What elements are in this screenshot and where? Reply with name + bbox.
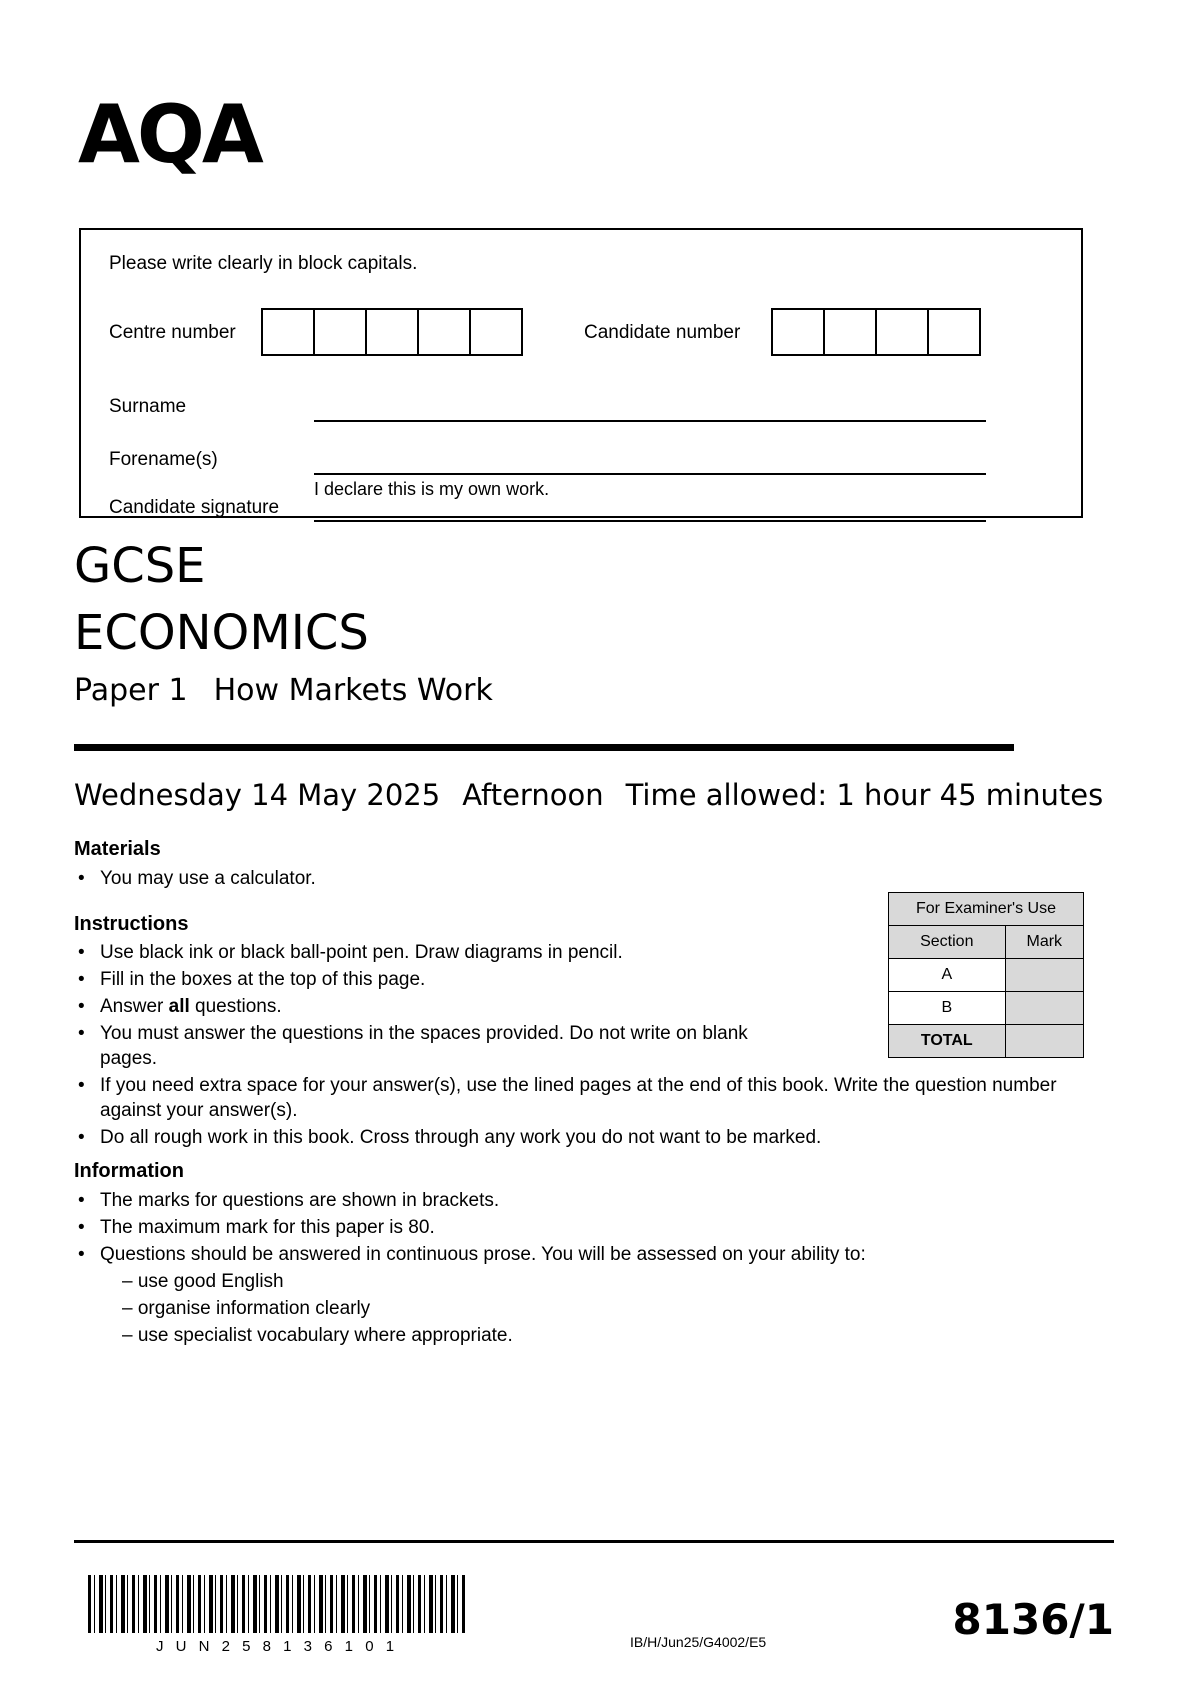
candidate-details-box [79, 228, 1083, 518]
section-b-label: B [889, 992, 1006, 1025]
list-item: • Use black ink or black ball-point pen. Draw diagrams in pencil. [100, 940, 1060, 965]
list-item: • You may use a calculator. [100, 866, 860, 891]
forenames-field[interactable] [314, 473, 986, 475]
block-capitals-instruction: Please write clearly in block capitals. [109, 253, 418, 274]
list-item: • If you need extra space for your answer(s), use the lined pages at the end of this book. Write the question number against your answer(s). [100, 1073, 1060, 1123]
table-row [889, 893, 1084, 926]
footer-divider [74, 1540, 1114, 1543]
column-header-mark: Mark [1005, 926, 1083, 959]
subject-title: ECONOMICS [74, 605, 369, 661]
declaration-text: I declare this is my own work. [314, 479, 550, 499]
barcode-image [88, 1575, 466, 1633]
materials-heading: Materials [74, 838, 161, 860]
exam-datetime-line [74, 778, 1103, 812]
list-item: • You must answer the questions in the spaces provided. Do not write on blank pages. [100, 1021, 790, 1071]
centre-number-input[interactable] [261, 308, 521, 356]
candidate-number-cell[interactable] [875, 308, 929, 356]
examiner-use-table [888, 892, 1084, 1058]
section-a-mark[interactable] [1005, 959, 1083, 992]
column-header-section: Section [889, 926, 1006, 959]
candidate-number-cell[interactable] [771, 308, 825, 356]
total-label: TOTAL [889, 1025, 1006, 1058]
ib-reference-code: IB/H/Jun25/G4002/E5 [630, 1634, 767, 1650]
surname-label: Surname [109, 396, 187, 417]
exam-session: Afternoon [462, 778, 604, 812]
aqa-logo: AQA [78, 88, 261, 181]
candidate-signature-label: Candidate signature [109, 497, 280, 518]
information-heading: Information [74, 1160, 184, 1182]
barcode-text: J U N 2 5 8 1 3 6 1 0 1 [155, 1638, 399, 1655]
centre-number-cell[interactable] [313, 308, 367, 356]
total-mark[interactable] [1005, 1025, 1083, 1058]
exam-date: Wednesday 14 May 2025 [74, 778, 441, 812]
instructions-heading: Instructions [74, 913, 189, 935]
section-a-label: A [889, 959, 1006, 992]
time-allowed: Time allowed: 1 hour 45 minutes [625, 778, 1104, 812]
materials-list [74, 866, 860, 893]
centre-number-cell[interactable] [365, 308, 419, 356]
paper-code: 8136/1 [952, 1595, 1114, 1644]
list-item: • The maximum mark for this paper is 80. [100, 1215, 1060, 1240]
answer-all-prefix: Answer [100, 996, 169, 1017]
table-row [889, 1025, 1084, 1058]
examiner-table-title: For Examiner's Use [889, 893, 1084, 926]
forenames-label: Forename(s) [109, 449, 218, 470]
answer-all-bold: all [168, 996, 190, 1017]
list-item: • The marks for questions are shown in brackets. [100, 1188, 1060, 1213]
candidate-number-cell[interactable] [927, 308, 981, 356]
information-list [74, 1188, 1060, 1350]
paper-name: How Markets Work [213, 673, 493, 708]
list-item: • Fill in the boxes at the top of this page. [100, 967, 1060, 992]
candidate-number-cell[interactable] [823, 308, 877, 356]
list-sub-item: – use specialist vocabulary where appropriate. [122, 1325, 513, 1346]
surname-field[interactable] [314, 420, 986, 422]
divider-rule [74, 744, 1014, 751]
centre-number-cell[interactable] [417, 308, 471, 356]
list-item: • Questions should be answered in continuous prose. You will be assessed on your ability to: [100, 1242, 1060, 1267]
table-row [889, 959, 1084, 992]
paper-title [74, 673, 493, 708]
centre-number-cell[interactable] [469, 308, 523, 356]
centre-number-cell[interactable] [261, 308, 315, 356]
list-item: • Do all rough work in this book. Cross through any work you do not want to be marked. [100, 1125, 1060, 1150]
list-sub-item: – organise information clearly [122, 1298, 371, 1319]
table-row [889, 992, 1084, 1025]
paper-number: Paper 1 [74, 673, 188, 708]
qualification-title: GCSE [74, 538, 206, 594]
candidate-signature-field[interactable] [314, 520, 986, 522]
answer-all-suffix: questions. [189, 996, 282, 1017]
candidate-number-label: Candidate number [584, 322, 741, 343]
table-row [889, 926, 1084, 959]
candidate-number-input[interactable] [771, 308, 979, 356]
section-b-mark[interactable] [1005, 992, 1083, 1025]
list-sub-item: – use good English [122, 1271, 284, 1292]
centre-number-label: Centre number [109, 322, 236, 343]
